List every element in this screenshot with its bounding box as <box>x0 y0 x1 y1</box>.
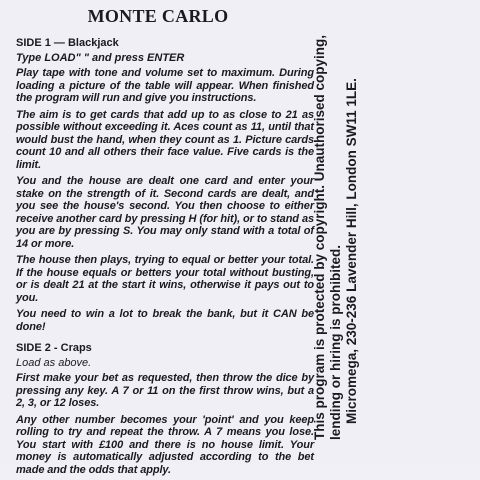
side1-paragraph: Play tape with tone and volume set to maximum. During loading a picture of the table will appear. When finished the program will run and give you instructions. <box>16 67 314 104</box>
page-title: MONTE CARLO <box>87 6 229 26</box>
side2-paragraph: First make your bet as requested, then throw the dice by pressing any key. A 7 or 11 on the first throw wins, but a 2, 3, or 12 loses. <box>16 372 314 409</box>
copyright-notice <box>312 20 452 440</box>
copyright-line: This program is protected by copyright. Unauthorised copying, <box>312 34 327 440</box>
copyright-line: lending or hiring is prohibited. <box>328 245 343 440</box>
side1-heading: SIDE 1 — Blackjack <box>16 37 119 49</box>
side1-paragraph: You need to win a lot to break the bank, but it CAN be done! <box>16 308 314 333</box>
side1-paragraph: The aim is to get cards that add up to as close to 21 as possible without exceeding it. Aces count as 11, until that would bust the hand, when they count as 1. Picture cards count 10 and all others their face value. Five cards is the limit. <box>16 108 314 171</box>
side1-paragraph: You and the house are dealt one card and enter your stake on the strength of it. Second cards are dealt, and you see the house's second. You then choose to either receive another card by pressing H (for hit), or to stand as you are by pressing S. You may only stand with a total of 14 or more. <box>16 175 314 250</box>
side1-load-instruction: Type LOAD" " and press ENTER <box>16 51 185 64</box>
side2-heading: SIDE 2 - Craps <box>16 342 92 354</box>
publisher-address: Micromega, 230-236 Lavender Hill, London SW11 1LE. <box>344 78 359 424</box>
side2-paragraph: Any other number becomes your 'point' and you keep rolling to try and repeat the throw. A 7 means you lose. You start with £100 and there is no house limit. Your money is automatically adjusted according to the bet made and the odds that apply. <box>16 413 314 476</box>
instructions-column <box>16 37 314 480</box>
side1-paragraph: The house then plays, trying to equal or better your total. If the house equals or betters your total without busting, or is dealt 21 at the start it wins, otherwise it pays out to you. <box>16 254 314 304</box>
side2-load-instruction: Load as above. <box>16 356 92 369</box>
